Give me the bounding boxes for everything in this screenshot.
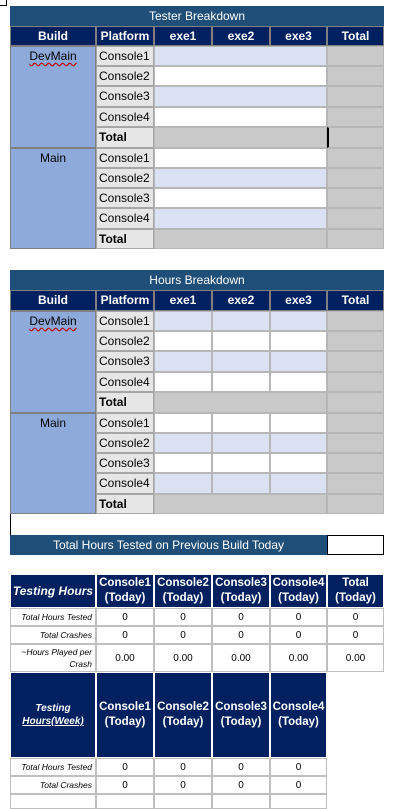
- hours-platform-cell[interactable]: Console3: [96, 453, 154, 473]
- hours-build-main[interactable]: [10, 413, 96, 514]
- tester-total-row-cell[interactable]: [154, 127, 327, 148]
- hours-platform-cell[interactable]: Console4: [96, 473, 154, 494]
- col-line2: (Today): [278, 592, 319, 604]
- previous-build-title: Total Hours Tested on Previous Build Today: [10, 535, 327, 555]
- value-cell[interactable]: 0: [327, 608, 384, 626]
- hours-platform-total[interactable]: Total: [96, 494, 154, 514]
- tester-total-cell[interactable]: [327, 148, 384, 168]
- build-label: Main: [39, 416, 66, 430]
- week-col-console4: [270, 672, 327, 758]
- week-value-cell[interactable]: [212, 794, 270, 809]
- hours-exe-cell[interactable]: [154, 473, 212, 494]
- previous-build-value-cell[interactable]: [327, 535, 384, 555]
- hours-exe-cell[interactable]: [154, 413, 212, 433]
- week-col-console1: [96, 672, 154, 758]
- tester-total-cell[interactable]: [327, 188, 384, 208]
- hours-exe-cell[interactable]: [212, 372, 270, 392]
- col-line2: (Today): [278, 716, 319, 728]
- hours-exe-cell[interactable]: [212, 311, 270, 331]
- hours-exe-cell[interactable]: [154, 372, 212, 392]
- tester-total-cell[interactable]: [327, 208, 384, 229]
- hours-total-cell[interactable]: [327, 372, 384, 392]
- col-line1: Console3: [215, 701, 267, 713]
- hours-exe-cell[interactable]: [270, 331, 327, 351]
- week-value-cell[interactable]: 0: [96, 758, 154, 776]
- hours-header-exe1: exe1: [154, 290, 212, 311]
- tester-data-cell[interactable]: [154, 107, 327, 127]
- tester-platform-cell[interactable]: Console3: [96, 86, 154, 107]
- build-label: DevMain: [29, 49, 77, 63]
- col-line1: Console4: [272, 701, 325, 713]
- value-cell[interactable]: 0.00: [212, 644, 270, 672]
- hours-platform-total[interactable]: Total: [96, 392, 154, 413]
- row-label-total-crashes: Total Crashes: [10, 626, 96, 644]
- week-row-partial: [10, 794, 96, 809]
- hours-platform-cell[interactable]: Console1: [96, 311, 154, 331]
- col-line2: (Today): [162, 716, 204, 728]
- hours-total-row-cell[interactable]: [154, 494, 327, 514]
- hours-exe-cell[interactable]: [154, 331, 212, 351]
- tester-data-cell[interactable]: [154, 66, 327, 86]
- col-line1: Console2: [157, 701, 209, 713]
- week-header-line2: Hours(Week): [22, 716, 84, 727]
- tester-total-cell[interactable]: [327, 66, 384, 86]
- row-label-hours-per-crash: ~Hours Played per Crash: [10, 644, 96, 672]
- hours-header-platform: Platform: [96, 290, 154, 311]
- tester-data-cell[interactable]: [154, 86, 327, 107]
- hours-header-exe2: exe2: [212, 290, 270, 311]
- week-value-cell[interactable]: [96, 794, 154, 809]
- testing-hours-col-total: [327, 574, 384, 608]
- col-line1: Console2: [157, 577, 209, 589]
- value-cell[interactable]: 0.00: [270, 644, 327, 672]
- value-cell[interactable]: 0: [212, 608, 270, 626]
- value-cell[interactable]: 0: [154, 626, 212, 644]
- testing-hours-col-console1: [96, 574, 154, 608]
- tester-breakdown-title: Tester Breakdown: [10, 6, 384, 26]
- build-label: Main: [39, 151, 66, 165]
- hours-platform-cell[interactable]: Console3: [96, 351, 154, 372]
- hours-total-cell[interactable]: [327, 433, 384, 453]
- value-cell[interactable]: 0.00: [154, 644, 212, 672]
- value-cell[interactable]: 0: [96, 626, 154, 644]
- hours-exe-cell[interactable]: [270, 413, 327, 433]
- tester-build-main[interactable]: [10, 148, 96, 249]
- week-row-label-total-crashes: Total Crashes: [10, 776, 96, 794]
- tester-platform-cell[interactable]: Console2: [96, 66, 154, 86]
- tester-data-cell[interactable]: [154, 208, 327, 229]
- week-value-cell[interactable]: [154, 794, 212, 809]
- tester-total-cell[interactable]: [327, 229, 384, 249]
- hours-exe-cell[interactable]: [270, 473, 327, 494]
- select-all-corner-icon[interactable]: [0, 0, 7, 6]
- hours-header-exe3: exe3: [270, 290, 327, 311]
- hours-exe-cell[interactable]: [154, 433, 212, 453]
- tester-header-exe2: exe2: [212, 26, 270, 46]
- hours-platform-cell[interactable]: Console4: [96, 372, 154, 392]
- col-line1: Console3: [215, 577, 267, 589]
- col-line2: (Today): [104, 592, 146, 604]
- tester-total-cell[interactable]: [327, 86, 384, 107]
- week-col-console2: [154, 672, 212, 758]
- hours-exe-cell[interactable]: [212, 453, 270, 473]
- hours-exe-cell[interactable]: [212, 473, 270, 494]
- col-line1: Console1: [99, 577, 151, 589]
- tester-platform-cell[interactable]: Console4: [96, 107, 154, 127]
- hours-exe-cell[interactable]: [212, 331, 270, 351]
- value-cell[interactable]: 0: [327, 626, 384, 644]
- tester-platform-cell[interactable]: Console1: [96, 46, 154, 66]
- hours-exe-cell[interactable]: [212, 413, 270, 433]
- hours-exe-cell[interactable]: [212, 351, 270, 372]
- tester-total-cell[interactable]: [327, 46, 384, 66]
- col-line2: (Today): [220, 592, 262, 604]
- week-value-cell[interactable]: 0: [270, 776, 327, 794]
- week-value-cell[interactable]: 0: [212, 758, 270, 776]
- hours-total-cell[interactable]: [327, 351, 384, 372]
- value-cell[interactable]: 0.00: [327, 644, 384, 672]
- hours-header-total: Total: [327, 290, 384, 311]
- week-header-line1: Testing: [35, 703, 71, 714]
- value-cell[interactable]: 0.00: [96, 644, 154, 672]
- tester-total-cell[interactable]: [327, 107, 384, 127]
- hours-exe-cell[interactable]: [270, 372, 327, 392]
- hours-total-cell[interactable]: [327, 453, 384, 473]
- col-line1: Console4: [272, 577, 325, 589]
- hours-platform-cell[interactable]: Console2: [96, 433, 154, 453]
- tester-data-cell[interactable]: [154, 168, 327, 188]
- hours-exe-cell[interactable]: [154, 453, 212, 473]
- tester-header-total: Total: [327, 26, 384, 46]
- tester-data-cell[interactable]: [154, 148, 327, 168]
- hours-total-cell[interactable]: [327, 494, 384, 514]
- tester-data-cell[interactable]: [154, 188, 327, 208]
- hours-exe-cell[interactable]: [270, 351, 327, 372]
- value-cell[interactable]: 0: [96, 608, 154, 626]
- row-label-total-hours-tested: Total Hours Tested: [10, 608, 96, 626]
- tester-build-devmain[interactable]: [10, 46, 96, 148]
- testing-hours-col-console2: [154, 574, 212, 608]
- value-cell[interactable]: 0: [154, 608, 212, 626]
- tester-platform-cell[interactable]: Console4: [96, 208, 154, 229]
- hours-total-row-cell[interactable]: [154, 392, 327, 413]
- tester-platform-cell[interactable]: Console1: [96, 148, 154, 168]
- testing-hours-col-console4: [270, 574, 327, 608]
- week-value-cell[interactable]: 0: [270, 758, 327, 776]
- col-line2: (Today): [335, 592, 376, 604]
- hours-total-cell[interactable]: [327, 473, 384, 494]
- tester-platform-cell[interactable]: Console2: [96, 168, 154, 188]
- hours-platform-cell[interactable]: Console1: [96, 413, 154, 433]
- week-value-cell[interactable]: 0: [154, 758, 212, 776]
- hours-exe-cell[interactable]: [270, 433, 327, 453]
- hours-total-cell[interactable]: [327, 392, 384, 413]
- hours-build-devmain[interactable]: [10, 311, 96, 413]
- week-value-cell[interactable]: 0: [212, 776, 270, 794]
- hours-total-cell[interactable]: [327, 331, 384, 351]
- tester-header-build: Build: [10, 26, 96, 46]
- build-label: DevMain: [29, 314, 77, 328]
- col-line1: Total: [342, 577, 369, 589]
- week-col-console3: [212, 672, 270, 758]
- week-value-cell[interactable]: 0: [96, 776, 154, 794]
- tester-platform-cell[interactable]: Console3: [96, 188, 154, 208]
- hours-exe-cell[interactable]: [270, 311, 327, 331]
- value-cell[interactable]: 0: [270, 626, 327, 644]
- col-line1: Console1: [99, 701, 151, 713]
- testing-hours-header: [10, 574, 96, 608]
- hours-header-build: Build: [10, 290, 96, 311]
- tester-platform-total[interactable]: Total: [96, 229, 154, 249]
- tester-header-exe3: exe3: [270, 26, 327, 46]
- testing-hours-col-console3: [212, 574, 270, 608]
- value-cell[interactable]: 0: [270, 608, 327, 626]
- tester-header-platform: Platform: [96, 26, 154, 46]
- hours-exe-cell[interactable]: [154, 351, 212, 372]
- tester-header-exe1: exe1: [154, 26, 212, 46]
- col-line2: (Today): [162, 592, 204, 604]
- week-row-label-total-hours-tested: Total Hours Tested: [10, 758, 96, 776]
- hours-total-cell[interactable]: [327, 311, 384, 331]
- testing-hours-label: Testing Hours: [12, 583, 94, 598]
- tester-platform-total[interactable]: Total: [96, 127, 154, 148]
- tester-total-row-cell[interactable]: [154, 229, 327, 249]
- tester-total-cell[interactable]: [327, 168, 384, 188]
- hours-exe-cell[interactable]: [212, 433, 270, 453]
- hours-exe-cell[interactable]: [154, 311, 212, 331]
- tester-total-cell[interactable]: [327, 127, 384, 148]
- week-value-cell[interactable]: 0: [154, 776, 212, 794]
- col-line2: (Today): [220, 716, 262, 728]
- week-value-cell[interactable]: [270, 794, 327, 809]
- testing-hours-week-header: [10, 672, 96, 758]
- col-line2: (Today): [104, 716, 146, 728]
- tester-data-cell[interactable]: [154, 46, 327, 66]
- hours-platform-cell[interactable]: Console2: [96, 331, 154, 351]
- value-cell[interactable]: 0: [212, 626, 270, 644]
- hours-exe-cell[interactable]: [270, 453, 327, 473]
- hours-breakdown-title: Hours Breakdown: [10, 270, 384, 290]
- hours-total-cell[interactable]: [327, 413, 384, 433]
- divider: [10, 514, 11, 536]
